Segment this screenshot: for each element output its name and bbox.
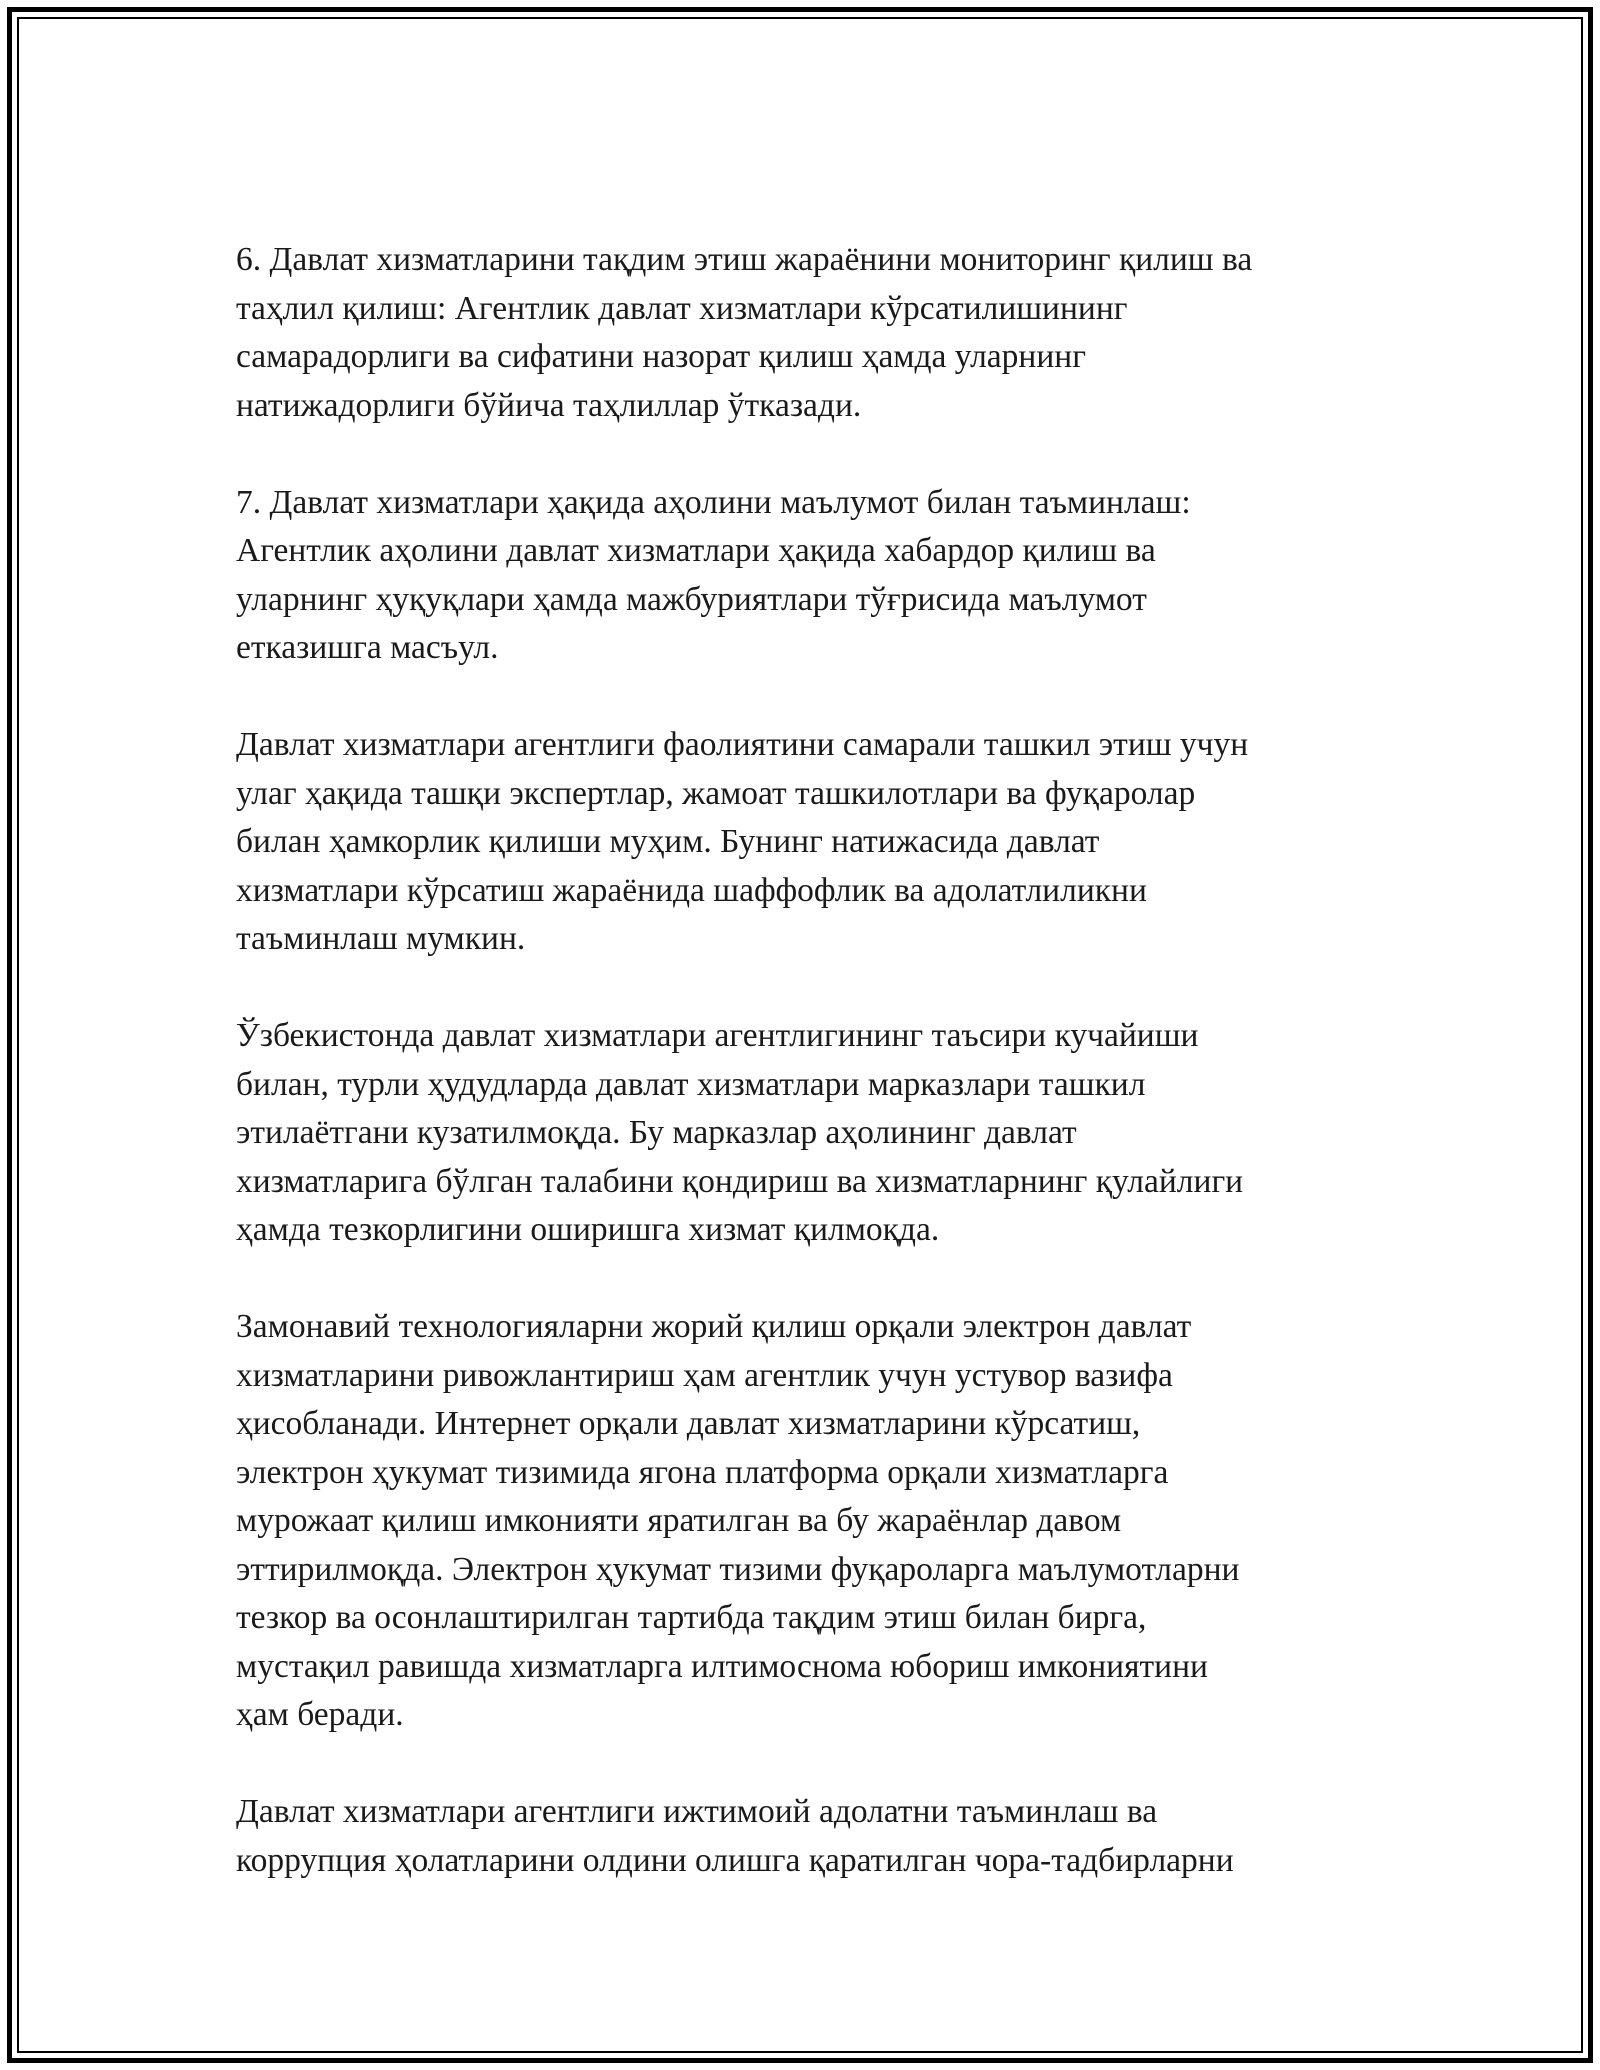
text-line: этилаётгани кузатилмоқда. Бу марказлар аҳолининг давлат: [236, 1114, 1077, 1151]
text-line: ҳам беради.: [236, 1696, 404, 1733]
text-line: коррупция ҳолатларини олдини олишга қаратилган чора-тадбирларни: [236, 1841, 1234, 1879]
text-line: Ўзбекистонда давлат хизматлари агентлигининг таъсири кучайиши: [236, 1017, 1199, 1054]
text-line: улаг ҳақида ташқи экспертлар, жамоат ташкилотлари ва фуқаролар: [236, 774, 1196, 812]
text-line: ҳамда тезкорлигини оширишга хизмат қилмоқда.: [236, 1211, 940, 1248]
document-body: [236, 236, 1366, 1934]
text-line: самарадорлиги ва сифатини назорат қилиш ҳамда уларнинг: [236, 338, 1086, 375]
text-line: электрон ҳукумат тизимида ягона платформа орқали хизматларга: [236, 1453, 1169, 1491]
text-line: билан, турли ҳудудларда давлат хизматлари марказлари ташкил: [236, 1065, 1146, 1103]
text-line: хизматларини ривожлантириш ҳам агентлик учун устувор вазифа: [236, 1356, 1173, 1394]
paragraph-social-justice: [236, 1788, 1366, 1885]
paragraph-item-7: [236, 479, 1366, 673]
text-line: Давлат хизматлари агентлиги ижтимоий адолатни таъминлаш ва: [236, 1793, 1158, 1830]
text-line: натижадорлиги бўйича таҳлиллар ўтказади.: [236, 386, 862, 424]
text-line: 6. Давлат хизматларини тақдим этиш жараёнини мониторинг қилиш ва: [236, 241, 1253, 278]
text-line: Агентлик аҳолини давлат хизматлари ҳақида хабардор қилиш ва: [236, 532, 1156, 569]
text-line: 7. Давлат хизматлари ҳақида аҳолини маълумот билан таъминлаш:: [236, 483, 1191, 521]
text-line: уларнинг ҳуқуқлари ҳамда мажбуриятлари тўғрисида маълумот: [236, 580, 1147, 618]
text-line: таъминлаш мумкин.: [236, 920, 526, 957]
text-line: етказишга масъул.: [236, 629, 499, 666]
paragraph-regional-centers: [236, 1012, 1366, 1255]
text-line: таҳлил қилиш: Агентлик давлат хизматлари кўрсатилишининг: [236, 289, 1128, 327]
text-line: эттирилмоқда. Электрон ҳукумат тизими фуқароларга маълумотларни: [236, 1550, 1240, 1588]
text-line: хизматлари кўрсатиш жараёнида шаффофлик ва адолатлиликни: [236, 871, 1147, 909]
text-line: билан ҳамкорлик қилиши муҳим. Бунинг натижасида давлат: [236, 823, 1100, 860]
paragraph-e-government: [236, 1303, 1366, 1740]
paragraph-item-6: [236, 236, 1366, 430]
text-line: хизматларига бўлган талабини қондириш ва хизматларнинг қулайлиги: [236, 1162, 1244, 1200]
text-line: Давлат хизматлари агентлиги фаолиятини самарали ташкил этиш учун: [236, 726, 1249, 763]
text-line: тезкор ва осонлаштирилган тартибда тақдим этиш билан бирга,: [236, 1599, 1147, 1636]
text-line: ҳисобланади. Интернет орқали давлат хизматларини кўрсатиш,: [236, 1405, 1141, 1442]
text-line: мустақил равишда хизматларга илтимоснома юбориш имкониятини: [236, 1647, 1208, 1685]
text-line: Замонавий технологияларни жорий қилиш орқали электрон давлат: [236, 1308, 1192, 1345]
paragraph-cooperation: [236, 721, 1366, 964]
text-line: мурожаат қилиш имконияти яратилган ва бу жараёнлар давом: [236, 1502, 1122, 1539]
